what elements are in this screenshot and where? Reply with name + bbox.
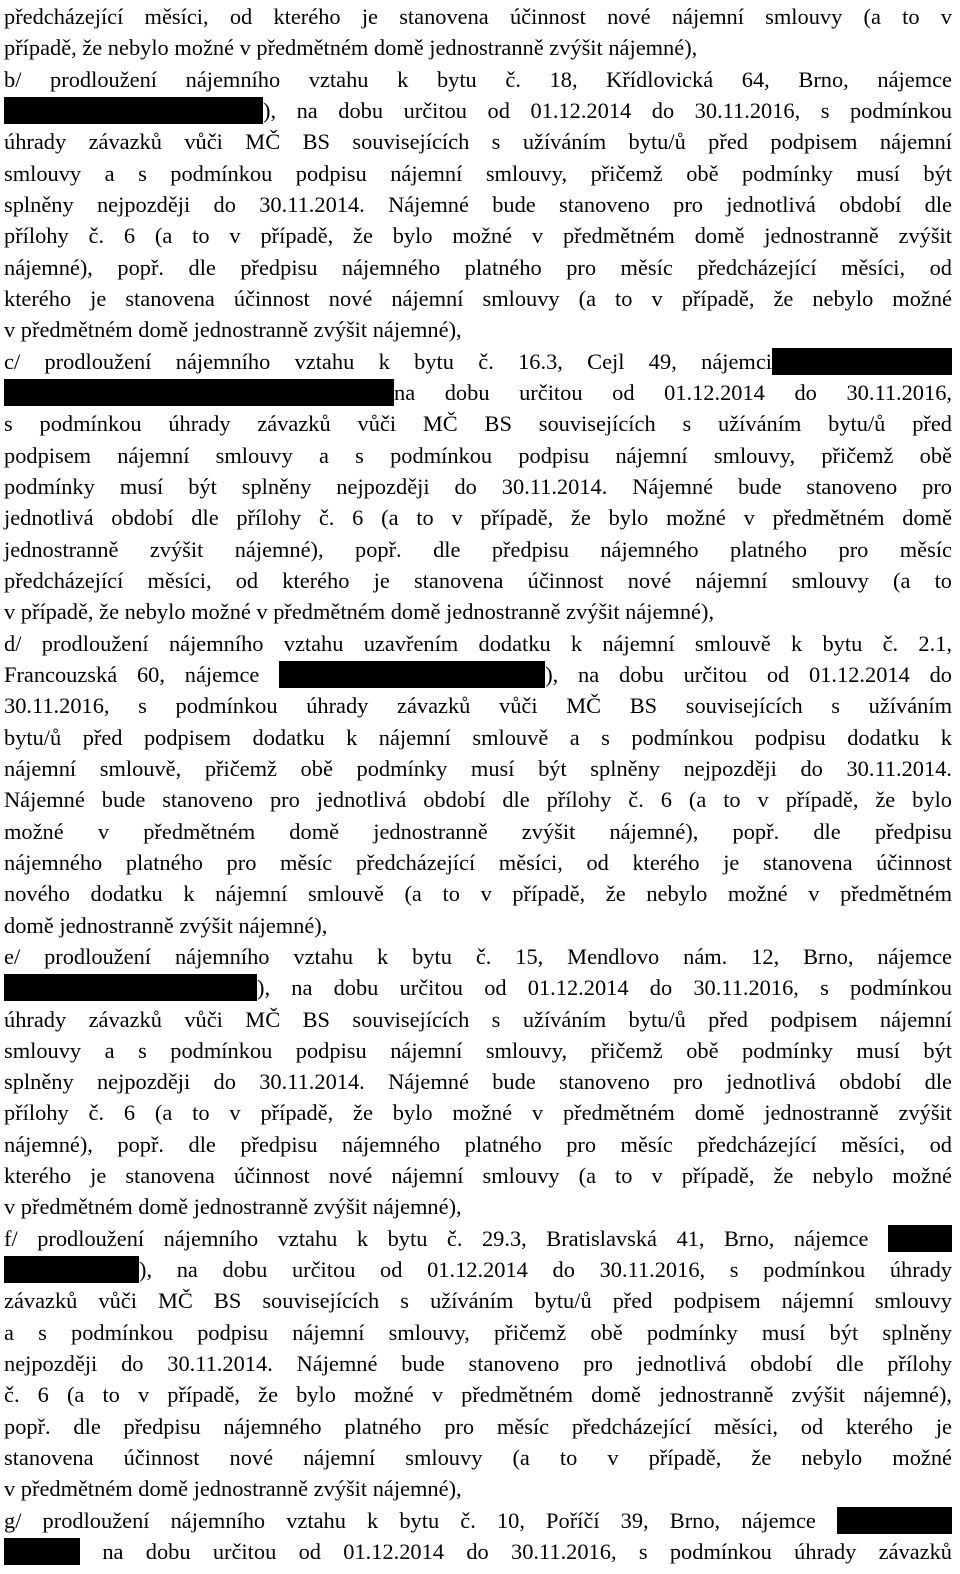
- text-line: ), na dobu určitou od 01.12.2014 do 30.11.2016, s podmínkou: [4, 972, 952, 1003]
- item-c-heading: c/ prodloužení nájemního vztahu k bytu č. 16.3, Cejl 49, nájemci: [4, 346, 952, 377]
- text-line: možné v předmětném domě jednostranně zvýšit nájemné), popř. dle předpisu: [4, 818, 952, 844]
- redaction-block: [837, 1507, 952, 1534]
- text-line: domě jednostranně zvýšit nájemné),: [4, 912, 328, 938]
- text-line: podmínky musí být splněny nejpozději do 30.11.2014. Nájemné bude stanoveno pro: [4, 473, 952, 499]
- text-line: nového dodatku k nájemní smlouvě (a to v případě, že nebylo možné v předmětném: [4, 881, 952, 907]
- text-line: předcházející měsíci, od kterého je stanovena účinnost nové nájemní smlouvy (a to: [4, 567, 952, 593]
- text-line: jednostranně zvýšit nájemné), popř. dle předpisu nájemného platného pro měsíc: [4, 536, 952, 562]
- text-line: s podmínkou úhrady závazků vůči MČ BS souvisejících s užíváním bytu/ů před: [4, 411, 952, 437]
- item-g-heading: g/ prodloužení nájemního vztahu k bytu č. 10, Poříčí 39, Brno, nájemce: [4, 1505, 952, 1536]
- text-line: případě, že nebylo možné v předmětném domě jednostranně zvýšit nájemné),: [4, 35, 698, 61]
- redaction-block: [4, 379, 394, 406]
- text-line: na dobu určitou od 01.12.2014 do 30.11.2016, s podmínkou úhrady závazků: [4, 1536, 952, 1567]
- text-line: kterého je stanovena účinnost nové nájemní smlouvy (a to v případě, že nebylo možné: [4, 285, 952, 311]
- item-f-heading: f/ prodloužení nájemního vztahu k bytu č. 29.3, Bratislavská 41, Brno, nájemce: [4, 1223, 952, 1254]
- text-line: podpisem nájemní smlouvy a s podmínkou podpisu nájemní smlouvy, přičemž obě: [4, 442, 952, 468]
- text-line: úhrady závazků vůči MČ BS souvisejících s užíváním bytu/ů před podpisem nájemní: [4, 1006, 952, 1032]
- text-line: bytu/ů před podpisem dodatku k nájemní smlouvě a s podmínkou podpisu dodatku k: [4, 724, 952, 750]
- document-page: [4, 1, 952, 1567]
- redaction-block: [4, 974, 257, 1001]
- text-line: smlouvy a s podmínkou podpisu nájemní smlouvy, přičemž obě podmínky musí být: [4, 160, 952, 186]
- text-line: nájemné), popř. dle předpisu nájemného platného pro měsíc předcházející měsíci, od: [4, 254, 952, 280]
- item-d-heading: d/ prodloužení nájemního vztahu uzavřením dodatku k nájemní smlouvě k bytu č. 2.1,: [4, 630, 952, 656]
- text-line: stanovena účinnost nové nájemní smlouvy (a to v případě, že nebylo možné: [4, 1445, 952, 1471]
- text-line: v případě, že nebylo možné v předmětném domě jednostranně zvýšit nájemné),: [4, 599, 715, 625]
- text-line: kterého je stanovena účinnost nové nájemní smlouvy (a to v případě, že nebylo možné: [4, 1163, 952, 1189]
- text-line: předcházející měsíci, od kterého je stanovena účinnost nové nájemní smlouvy (a to v: [4, 4, 952, 29]
- redaction-block: [888, 1225, 952, 1252]
- text-line: smlouvy a s podmínkou podpisu nájemní smlouvy, přičemž obě podmínky musí být: [4, 1037, 952, 1063]
- text-line: ), na dobu určitou od 01.12.2014 do 30.11.2016, s podmínkou úhrady: [4, 1254, 952, 1285]
- text-line: v předmětném domě jednostranně zvýšit nájemné),: [4, 1194, 462, 1220]
- text-line: přílohy č. 6 (a to v případě, že bylo možné v předmětném domě jednostranně zvýšit: [4, 223, 952, 249]
- text-line: nájemného platného pro měsíc předcházející měsíci, od kterého je stanovena účinnost: [4, 849, 952, 875]
- text-line: Francouzská 60, nájemce ), na dobu určitou od 01.12.2014 do: [4, 661, 952, 687]
- text-line: jednotlivá období dle přílohy č. 6 (a to v případě, že bylo možné v předmětném domě: [4, 505, 952, 531]
- text-line: a s podmínkou podpisu nájemní smlouvy, přičemž obě podmínky musí být splněny: [4, 1319, 952, 1345]
- text-line: úhrady závazků vůči MČ BS souvisejících s užíváním bytu/ů před podpisem nájemní: [4, 129, 952, 155]
- text-line: v předmětném domě jednostranně zvýšit nájemné),: [4, 1476, 462, 1502]
- redaction-block: [4, 97, 263, 124]
- text-line: splněny nejpozději do 30.11.2014. Nájemné bude stanoveno pro jednotlivá období dle: [4, 191, 952, 217]
- text-line: č. 6 (a to v případě, že bylo možné v předmětném domě jednostranně zvýšit nájemné),: [4, 1382, 952, 1408]
- text-line: nájemní smlouvě, přičemž obě podmínky musí být splněny nejpozději do 30.11.2014.: [4, 755, 952, 781]
- text-line: přílohy č. 6 (a to v případě, že bylo možné v předmětném domě jednostranně zvýšit: [4, 1100, 952, 1126]
- text-line: na dobu určitou od 01.12.2014 do 30.11.2016,: [4, 377, 952, 408]
- text-line: v předmětném domě jednostranně zvýšit nájemné),: [4, 317, 462, 343]
- text-line: závazků vůči MČ BS souvisejících s užíváním bytu/ů před podpisem nájemní smlouvy: [4, 1288, 952, 1314]
- item-b-heading: b/ prodloužení nájemního vztahu k bytu č. 18, Křídlovická 64, Brno, nájemce: [4, 66, 952, 92]
- text-line: nejpozději do 30.11.2014. Nájemné bude stanoveno pro jednotlivá období dle přílohy: [4, 1351, 952, 1377]
- text-line: popř. dle předpisu nájemného platného pro měsíc předcházející měsíci, od kterého je: [4, 1413, 952, 1439]
- redaction-block: [279, 661, 545, 688]
- text-line: splněny nejpozději do 30.11.2014. Nájemné bude stanoveno pro jednotlivá období dle: [4, 1069, 952, 1095]
- text-line: ), na dobu určitou od 01.12.2014 do 30.11.2016, s podmínkou: [4, 95, 952, 126]
- redaction-block: [4, 1538, 80, 1565]
- text-line: nájemné), popř. dle předpisu nájemného platného pro měsíc předcházející měsíci, od: [4, 1131, 952, 1157]
- redaction-block: [772, 348, 952, 375]
- item-e-heading: e/ prodloužení nájemního vztahu k bytu č. 15, Mendlovo nám. 12, Brno, nájemce: [4, 943, 952, 969]
- text-line: 30.11.2016, s podmínkou úhrady závazků vůči MČ BS souvisejících s užíváním: [4, 693, 952, 719]
- redaction-block: [4, 1256, 139, 1283]
- text-line: Nájemné bude stanoveno pro jednotlivá období dle přílohy č. 6 (a to v případě, že bylo: [4, 787, 952, 813]
